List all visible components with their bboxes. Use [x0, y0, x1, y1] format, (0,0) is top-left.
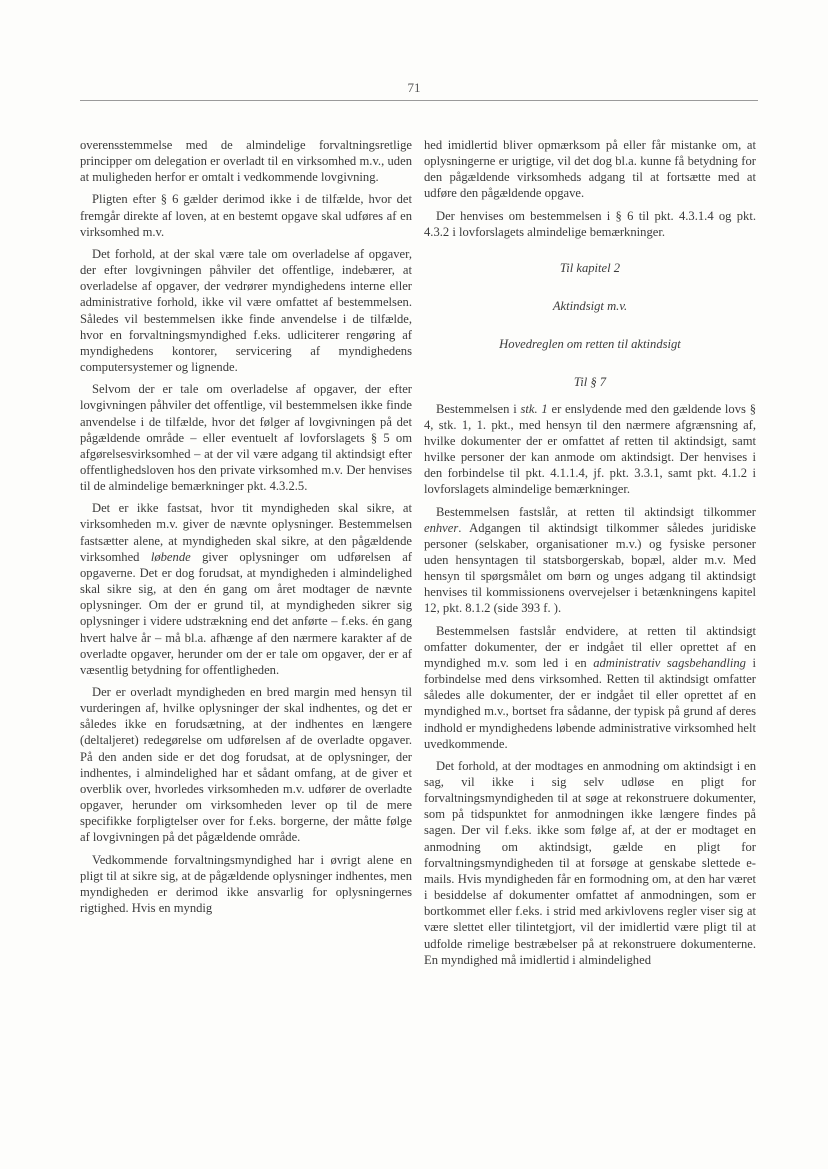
emphasis-text: stk. 1 — [520, 401, 548, 416]
paragraph: Selvom der er tale om overladelse af opgaver, der efter lovgivningen påhviler det offentlige, vil bestemmelsen ikke finde anvendelse i de tilfælde, hvor det følger af lovgivningen på det pågældende område – eller eventuelt af lovforslagets § 5 om afgørelsesvirksomhed – at der vil være adgang til aktindsigt efter offentlighedsloven hos den private virksomhed m.v. Der henvises til de almindelige bemærkninger pkt. 4.3.2.5. — [80, 382, 412, 494]
paragraph: hed imidlertid bliver opmærksom på eller får mistanke om, at oplysningerne er urigtige, vil det dog bl.a. kunne få betydning for den pågældende virksomheds adgang til at fortsætte med at udføre den pågældende opgave. — [424, 138, 756, 201]
paragraph: Der er overladt myndigheden en bred margin med hensyn til vurderingen af, hvilke oplysninger der skal indhentes, og det er således ikke en forudsætning, at der indhentes en længere (deltaljeret) redegørelse om udførelsen af de overladte opgaver. På den anden side er det dog forudsat, at de oplysninger, der indhentes, i almindelighed har et sådant omfang, at de giver et overblik over, hvorledes virksomheden m.v. udfører de overladte opgaver, herunder om virksomheden lever op til de mere specifikke forpligtelser over for f.eks. borgerne, der måtte følge af lovgivningen på det pågældende område. — [80, 685, 412, 845]
emphasis-text: løbende — [150, 549, 191, 564]
emphasis-text: administrativ sagsbehandling — [593, 655, 746, 670]
paragraph-text: giver oplysninger om udførelsen af opgaverne. Det er dog forudsat, at myndigheden i almindelighed skal sikre sig, at den én gang om året modtager de nævnte oplysninger. Om der er grund til, at myndigheden sikrer sig oplysninger i videre udstrækning end det anførte – f.eks. én gang hvert halve år – må bl.a. afhænge af den nærmere karakter af de overladte opgaver, herunder om der er tale om opgaver, der er af væsentlig betydning for offentligheden. — [80, 549, 412, 677]
rule-heading: Hovedreglen om retten til aktindsigt — [499, 337, 681, 352]
section-heading: Til § 7 — [573, 375, 607, 390]
paragraph: Pligten efter § 6 gælder derimod ikke i de tilfælde, hvor det fremgår direkte af loven, at en bestemt opgave skal udføres af en virksomhed m.v. — [80, 192, 412, 239]
paragraph-text: Bestemmelsen i — [436, 401, 521, 416]
topic-heading: Aktindsigt m.v. — [552, 299, 628, 314]
paragraph: Det forhold, at der skal være tale om overladelse af opgaver, der efter lovgivningen påhviler det offentlige, indebærer, at overladelse af opgaver, der vedrører myndighedens interne eller administrative forhold, ikke vil være omfattet af bestemmelsen. Således vil bestemmelsen ikke finde anvendelse i de tilfælde, hvor en forvaltningsmyndighed f.eks. udliciterer rengøring af myndighedens kontorer, servicering af myndighedens computersystemer og lignende. — [80, 246, 412, 375]
paragraph — [424, 623, 756, 752]
paragraph-text: Bestemmelsen fastslår, at retten til aktindsigt tilkommer — [436, 504, 756, 519]
paragraph — [80, 500, 412, 678]
paragraph: Der henvises om bestemmelsen i § 6 til pkt. 4.3.1.4 og pkt. 4.3.2 i lovforslagets almindelige bemærkninger. — [424, 208, 756, 239]
page-number: 71 — [407, 80, 421, 95]
paragraph-text: i forbindelse med dens virksomhed. Retten til aktindsigt omfatter således alle dokumenter, der er indgået til eller oprettet af en myndighed m.v., bortset fra sådanne, der typisk på grund af deres indhold er myndighedens løbende administrative virksomhed helt uvedkommende. — [424, 655, 756, 751]
paragraph-text: Det er ikke fastsat, hvor tit myndigheden skal sikre, at virksomheden m.v. giver de nævnte oplysninger. Bestemmelsen fastsætter alene, at myndigheden skal sikre, at den pågældende virksomhed — [80, 501, 412, 564]
paragraph-text: . Adgangen til aktindsigt tilkommer således juridiske personer (selskaber, organisationer m.v.) og fysiske personer uden hensyntagen til statsborgerskab, bopæl, alder m.v. Med hensyn til spørgsmålet om børn og unges adgang til aktindsigt henvises til kommissionens overvejelser i betænkningens kapitel 12, pkt. 8.1.2 (side 393 f. ). — [424, 520, 756, 616]
paragraph: Det forhold, at der modtages en anmodning om aktindsigt i en sag, vil ikke i sig selv udløse en pligt for forvaltningsmyndigheden til at søge at rekonstruere dokumenter, som på tidspunktet for anmodningen ikke længere findes på sagen. Der vil f.eks. ikke som følge af, at der er modtaget en anmodning om aktindsigt, gælde en pligt for forvaltningsmyndigheden til at forsøge at genskabe slettede e-mails. Hvis myndigheden får en formodning om, at den har været i besiddelse af dokumenter omfattet af anmodningen, som er bortkommet eller f.eks. i strid med arkivlovens regler viser sig at være slettet eller tilintetgjort, vil der imidlertid være pligt til at udfolde rimelige bestræbelser på at rekonstruere dokumenterne. En myndighed må imidlertid i almindelighed — [424, 758, 756, 967]
left-column — [80, 137, 412, 922]
paragraph-text: er enslydende med den gældende lovs § 4, stk. 1, 1. pkt., med hensyn til den nærmere afgrænsning af, hvilke dokumenter der er omfattet af retten til aktindsigt, samt hvilke personer der kan anmode om aktindsigt. Der henvises i den forbindelse til pkt. 4.1.1.4, jf. pkt. 3.3.1, samt pkt. 4.1.2 i lovforslagets almindelige bemærkninger. — [424, 401, 756, 497]
chapter-heading: Til kapitel 2 — [559, 260, 621, 275]
paragraph: overensstemmelse med de almindelige forvaltningsretlige principper om delegation er overladt til en virksomhed m.v., uden at muligheden herfor er omtalt i vedkommende lovgivning. — [80, 138, 412, 185]
right-column — [424, 137, 756, 974]
paragraph: Vedkommende forvaltningsmyndighed har i øvrigt alene en pligt til at sikre sig, at de pågældende oplysninger indhentes, men myndigheden er derimod ikke ansvarlig for oplysningernes rigtighed. Hvis en myndig — [80, 852, 412, 916]
paragraph — [424, 504, 756, 617]
header-rule — [80, 100, 758, 101]
paragraph — [424, 401, 756, 498]
paragraph-text: Bestemmelsen fastslår endvidere, at retten til aktindsigt omfatter dokumenter, der er indgået til eller oprettet af en myndighed m.v. som led i en — [424, 623, 756, 670]
emphasis-text: enhver — [424, 520, 459, 535]
